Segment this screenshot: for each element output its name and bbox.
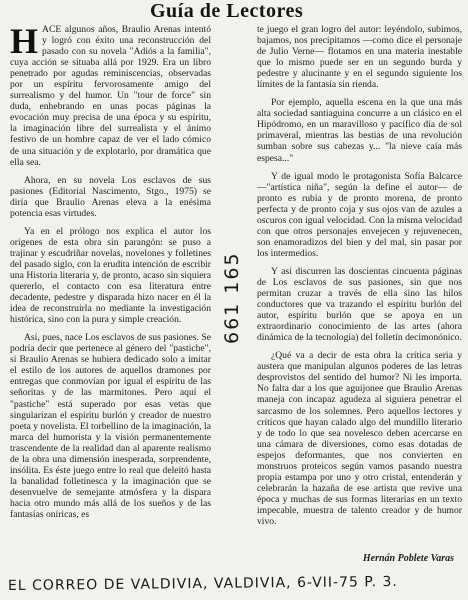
left-paragraph-1-text: ACE algunos años, Braulio Arenas intentó y logró con éxito una reconstrucción del pasado con su novela "Adiós a la familia", cuya acción se situaba allá por 1929. Era un libro penetrado por agudas reminiscencias, observadas por un espíritu fervorosamente amigo del surrealismo y del humor. Un "tour de force" sin duda, enhebrando en unas pocas páginas la evocación muy precisa de una época y su espíritu, la imaginación libre del surrealista y el ánimo festivo de un hombre capaz de ver el lado cómico de una situación y de explotarlo, por dramática que ella sea. xyxy=(10,24,211,168)
handwritten-source-note: EL CORREO DE VALDIVIA, VALDIVIA, 6-VII-75 P. 3. xyxy=(7,573,398,595)
dropcap: H xyxy=(10,21,39,61)
margin-handwritten-number xyxy=(216,236,250,346)
left-paragraph-3: Ya en el prólogo nos explica el autor los orígenes de esta obra sin parangón: se puso a trajinar y escudriñar novelas, novelones y folletines del pasado siglo, con la erudita intención de escribir una Historia literaria y, de pronto, acaso sin siquiera quererlo, el contacto con esa literatura entre decadente, pedestre y disparada hizo nacer en él la idea de reconstruirla no mediante la investigación histórica, sino con la pura y simple creación. xyxy=(10,225,211,326)
headline: Guía de Lectores xyxy=(150,0,304,22)
right-column xyxy=(257,24,462,534)
right-paragraph-3: Y de igual modo le protagonista Sofía Balcarce —"artística niña", según la define el autor— de pronto es rubia y de pronto morena, de pronto perfecta y de pronto coja y sus ojos van de azules a oscuros con igual velocidad. Con la misma velocidad con que otros personajes envejecen y rejuvenecen, son enamoradizos del bien y del mal, sin pasar por los intermedios. xyxy=(257,170,462,259)
right-paragraph-2: Por ejemplo, aquella escena en la que una más alta sociedad santiaguina concurre a un clásico en el Hipódromo, en un maravilloso y pacífico día de sol primaveral, mientras las bestias de una revolución sumban sobre sus cabezas y... "la nieve caía más espesa..." xyxy=(257,97,462,164)
left-paragraph-1 xyxy=(10,21,211,168)
left-column xyxy=(10,21,211,527)
right-paragraph-1: te juego el gran logro del autor: leyéndolo, subimos, bajamos, nos precipitamos —como dice el personaje de Julio Verne— flotamos en una materia inestable que lo mismo puede ser en un segundo burda y pedestre y alucinante y en el segundo siguiente los límites de la fantasía sin rienda. xyxy=(257,24,462,91)
margin-note-text: 661 165 xyxy=(221,251,243,344)
left-paragraph-4: Así, pues, nace Los esclavos de sus pasiones. Se podría decir que pertenece al género del "pastiche", si Braulio Arenas se hubiera dedicado solo a imitar el estilo de los autores de aquellos dramones por entregas que conmovían por igual el espíritu de las señoritas y de las marmitones. Pero aquí el "pastiche" está superado por esas vetas que singularizan el espíritu burlón y creador de nuestro poeta y novelista. El torbellino de la imaginación, la marca del humorista y la visión permanentemente trascendente de la realidad dan al aparente realismo de la obra una dimensión inesperada, sorprendente, insólita. Es éste juego entre lo real que deleitó hasta la banalidad folletinesca y la imaginación que se desenvuelve de semejante atmósfera y la dispara hacia otro mundo más allá de los sueños y de las fantasías oníricas, es xyxy=(10,332,211,520)
left-paragraph-2: Ahora, en su novela Los esclavos de sus pasiones (Editorial Nascimento, Stgo., 1975) se diría que Braulio Arenas eleva a la enésima potencia esas virtudes. xyxy=(10,174,211,219)
right-paragraph-5: ¿Qué va a decir de esta obra la crítica seria y austera que manipulan algunos poderes de las letras desprovistos del sentido del humor? Ni les importa. No falta dar a los que aguijonee que Braulio Arenas maneja con incapaz agudeza al siguiera penetrar el sarcasmo de los solemnes. Pero aquellos lectores y críticos que hayan calado algo del mundillo literario y de todo lo que sea novelesco deben acercarse en una cámara de diversiones, como esas dotadas de espejos deformantes, que nos convierten en monstruos proteicos según vamos pasando nuestra propia estampa por uno y otro cristal, entenderán y celebrarán la hazaña de ese artista que revive una época y muchas de sus formas literarias en un texto impecable, muestra de talento creador y de humor vivo. xyxy=(257,350,462,527)
author-signature: Hernán Poblete Varas xyxy=(362,553,454,564)
right-paragraph-4: Y así discurren las doscientas cincuenta páginas de Los esclavos de sus pasiones, sin que nos permitan cruzar a través de ella sino las hilos conductores que va trazando el espíritu burlón del autor, espíritu burlón que se apoya en un extraordinario conocimiento de las artes (ahora dinámica de la tecnología) del folletín decimonónico. xyxy=(257,265,462,344)
